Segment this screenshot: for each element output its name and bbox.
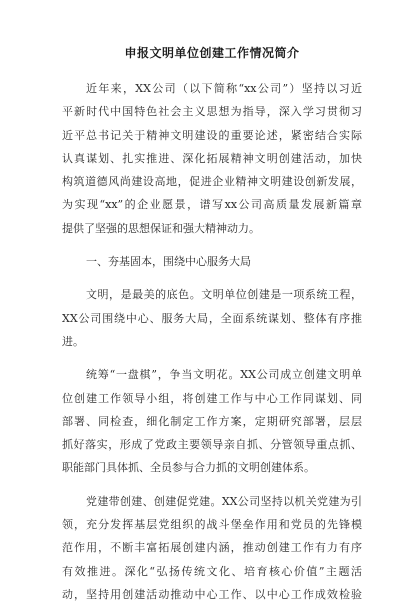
text-line: 提供了坚强的思想保证和强大精神动力。 bbox=[62, 221, 260, 235]
text-line: 动，坚持用创建活动推动中心工作、以中心工作成效检验 bbox=[62, 587, 362, 601]
text-line: 近年来，XX公司（以下简称“xx公司”）坚持以习近 bbox=[86, 82, 362, 95]
text-line: 部署、同检查，细化制定工作方案，定期研究部署，层层 bbox=[62, 414, 362, 428]
section-heading-text: 一、夯基固本，围绕中心服务大局 bbox=[86, 255, 251, 269]
text-line: 文明，是最美的底色。文明单位创建是一项系统工程， bbox=[86, 288, 362, 302]
text-line: 统筹“一盘棋”，争当文明花。XX公司成立创建文明单 bbox=[86, 368, 362, 382]
section-heading bbox=[62, 250, 362, 273]
text-line: 领，充分发挥基层党组织的战斗堡垒作用和党员的先锋模 bbox=[62, 518, 362, 532]
text-line: 抓好落实，形成了党政主要领导亲自抓、分管领导重点抓、 bbox=[62, 438, 362, 452]
text-line: XX公司围绕中心、服务大局，全面系统谋划、整体有序推 bbox=[62, 311, 362, 325]
text-line: 党建带创建、创建促党建。XX公司坚持以机关党建为引 bbox=[86, 494, 362, 508]
text-line: 有效推进。深化“弘扬传统文化、培育核心价值”主题活 bbox=[62, 564, 362, 578]
text-line: 构筑道德风尚建设高地，促进企业精神文明建设创新发展， bbox=[62, 175, 362, 189]
paragraph-civilization bbox=[62, 283, 362, 353]
text-line: 为实现“xx”的企业愿景，谱写xx公司高质量发展新篇章 bbox=[62, 198, 362, 212]
text-line: 平新时代中国特色社会主义思想为指导，深入学习贯彻习 bbox=[62, 105, 362, 119]
text-line: 进。 bbox=[62, 334, 84, 348]
paragraph-party-building bbox=[62, 490, 362, 606]
paragraph-intro bbox=[62, 77, 362, 240]
text-line: 近平总书记关于精神文明建设的重要论述，紧密结合实际 bbox=[62, 128, 362, 142]
paragraph-overall-planning bbox=[62, 363, 362, 479]
text-line: 认真谋划、扎实推进、深化拓展精神文明创建活动，加快 bbox=[62, 151, 362, 165]
document-title: 申报文明单位创建工作情况简介 bbox=[124, 46, 300, 60]
text-line: 位创建工作领导小组，将创建工作与中心工作同谋划、同 bbox=[62, 391, 362, 405]
text-line: 职能部门具体抓、全员参与合力抓的文明创建体系。 bbox=[62, 461, 315, 475]
text-line: 范作用，不断丰富拓展创建内涵，推动创建工作有力有序 bbox=[62, 541, 362, 555]
